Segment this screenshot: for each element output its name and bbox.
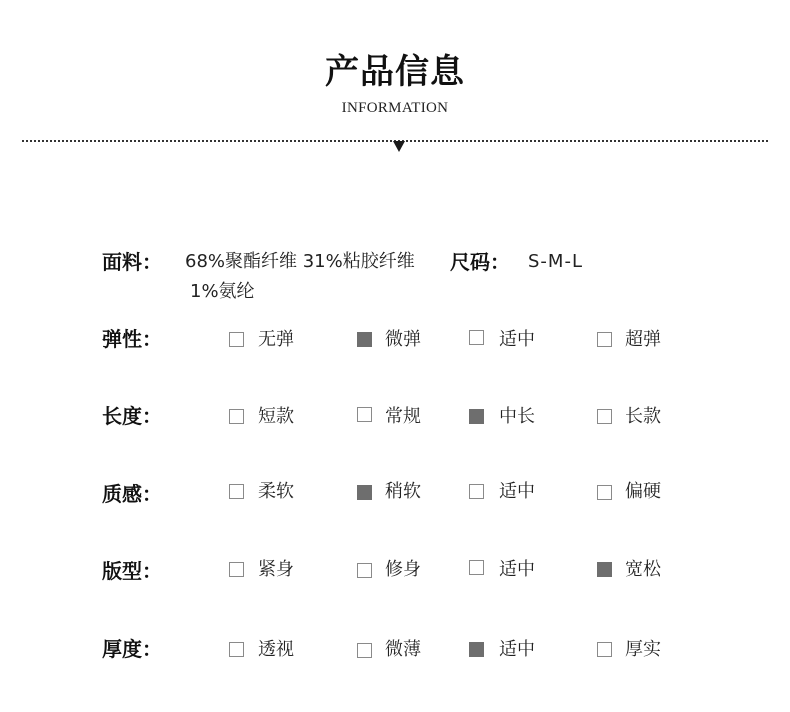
elasticity-label: 弹性： — [102, 327, 162, 351]
thickness-option-1-text: 透视 — [258, 639, 294, 660]
length-option-1-text: 短款 — [258, 406, 294, 427]
fit-option-3-checkbox — [469, 560, 484, 575]
elasticity-option-2-text: 微弹 — [385, 329, 421, 350]
fit-option-2-text: 修身 — [385, 559, 421, 580]
fabric-composition-line-1: 68%聚酯纤维 31%粘胶纤维 — [185, 251, 415, 272]
texture-label: 质感： — [102, 482, 162, 506]
length-option-2-checkbox — [357, 407, 372, 422]
texture-option-4-checkbox — [597, 485, 612, 500]
size-value: S-M-L — [528, 251, 583, 272]
texture-option-1-checkbox — [229, 484, 244, 499]
section-subtitle: INFORMATION — [341, 100, 449, 116]
fit-label: 版型： — [102, 559, 162, 583]
fit-option-1-text: 紧身 — [258, 559, 294, 580]
texture-option-3-checkbox — [469, 484, 484, 499]
down-arrow-icon — [393, 141, 405, 152]
thickness-option-2-checkbox — [357, 643, 372, 658]
thickness-option-2-text: 微薄 — [385, 639, 421, 660]
thickness-label: 厚度： — [102, 637, 162, 661]
fabric-label: 面料： — [102, 250, 162, 274]
length-option-3-checkbox — [469, 409, 484, 424]
length-option-4-text: 长款 — [625, 406, 661, 427]
length-label: 长度： — [102, 404, 162, 428]
fabric-composition-line-2: 1%氨纶 — [190, 281, 255, 302]
fit-option-3-text: 适中 — [499, 559, 535, 580]
elasticity-option-4-text: 超弹 — [625, 329, 661, 350]
elasticity-option-1-checkbox — [229, 332, 244, 347]
thickness-option-3-text: 适中 — [499, 639, 535, 660]
size-label: 尺码： — [450, 250, 510, 274]
fit-option-1-checkbox — [229, 562, 244, 577]
texture-option-2-text: 稍软 — [385, 481, 421, 502]
length-option-1-checkbox — [229, 409, 244, 424]
section-title: 产品信息 — [325, 52, 465, 92]
elasticity-option-3-checkbox — [469, 330, 484, 345]
thickness-option-4-checkbox — [597, 642, 612, 657]
length-option-4-checkbox — [597, 409, 612, 424]
fit-option-4-text: 宽松 — [625, 559, 661, 580]
thickness-option-4-text: 厚实 — [625, 639, 661, 660]
elasticity-option-2-checkbox — [357, 332, 372, 347]
texture-option-3-text: 适中 — [499, 481, 535, 502]
thickness-option-3-checkbox — [469, 642, 484, 657]
fit-option-4-checkbox — [597, 562, 612, 577]
elasticity-option-4-checkbox — [597, 332, 612, 347]
fit-option-2-checkbox — [357, 563, 372, 578]
texture-option-1-text: 柔软 — [258, 481, 294, 502]
length-option-2-text: 常规 — [385, 406, 421, 427]
elasticity-option-3-text: 适中 — [499, 329, 535, 350]
elasticity-option-1-text: 无弹 — [258, 329, 294, 350]
texture-option-4-text: 偏硬 — [625, 481, 661, 502]
texture-option-2-checkbox — [357, 485, 372, 500]
thickness-option-1-checkbox — [229, 642, 244, 657]
length-option-3-text: 中长 — [499, 406, 535, 427]
